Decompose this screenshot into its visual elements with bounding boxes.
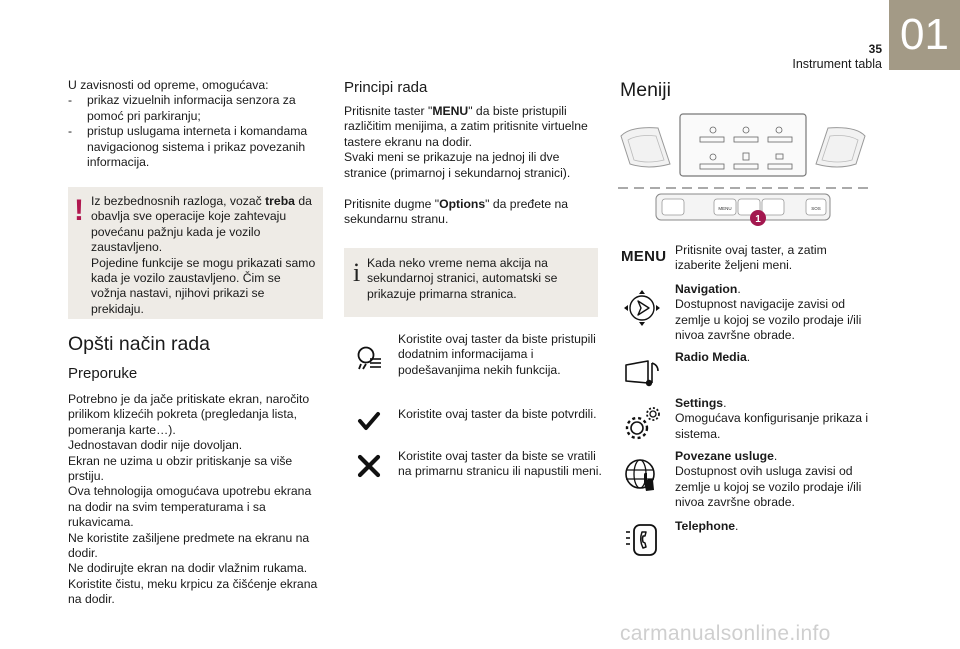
- options-icon: [356, 344, 382, 370]
- menu-button-description: Pritisnite ovaj taster, a zatim izaberite željeni meni.: [675, 243, 827, 273]
- intro-text: U zavisnosti od opreme, omogućava:: [68, 78, 269, 92]
- checkmark-icon: [356, 408, 382, 434]
- connected-services-description: Povezane usluge. Dostupnost ovih usluga zavisi od zemlje u kojoj se vozilo prodaje i/ili nivoa završne obrade.: [675, 449, 862, 510]
- settings-description: Settings. Omogućava konfigurisanje prikaza i sistema.: [675, 396, 869, 441]
- chapter-number: 01: [889, 0, 960, 70]
- cross-icon: [356, 453, 382, 479]
- info-text: Kada neko vreme nema akcija na sekundarnoj stranici, automatski se prikazuje primarna stranica.: [367, 256, 558, 301]
- list-item: - pristup uslugama interneta i komandama navigacionog sistema i prikaz povezanih informacija.: [68, 124, 308, 170]
- recommendations-text: Potrebno je da jače pritiskate ekran, naročito prilikom klizećih pokreta (pregledanja lista, pomeranja karte…). Jednostavan dodir nije dovoljan. Ekran ne uzima u obzir pritiskanje sa više prstiju. Ova tehnologija omogućava upotrebu ekrana na dodir na svim temperaturama i sa rukavicama. Ne koristite zašiljene predmete na ekranu na dodir. Ne dodirujte ekran na dodir vlažnim rukama. Koristite čistu, meku krpicu za čišćenje ekrana na dodir.: [68, 392, 318, 607]
- settings-icon: [620, 404, 664, 444]
- radio-media-description: Radio Media.: [675, 350, 751, 364]
- info-icon: i: [353, 258, 361, 287]
- heading-general: Opšti način rada: [68, 333, 210, 355]
- options-button-description: Koristite ovaj taster da biste pristupili dodatnim informacijama i podešavanjima nekih funkcija.: [398, 332, 596, 377]
- heading-principles: Principi rada: [344, 79, 428, 96]
- warning-text: Iz bezbednosnih razloga, vozač treba da obavlja sve operacije koje zahtevaju povećanu pažnju kada je vozilo zaustavljeno. Pojedine funkcije se mogu prikazati samo kada je vozilo zaustavljeno. Čim se vožnja nastavi, njihovi prikazi se prekidaju.: [91, 194, 316, 316]
- confirm-button-description: Koristite ovaj taster da biste potvrdili.: [398, 407, 597, 421]
- navigation-icon: [620, 288, 664, 328]
- section-title: Instrument tabla: [792, 57, 882, 71]
- back-button-description: Koristite ovaj taster da biste se vratili na primarnu stranicu ili napustili meni.: [398, 449, 602, 479]
- list-item: - prikaz vizuelnih informacija senzora za pomoć pri parkiranju;: [68, 93, 296, 123]
- connected-services-icon: [620, 454, 664, 494]
- intro-block: [68, 78, 330, 170]
- callout-number: 1: [755, 214, 761, 225]
- warning-icon: !: [74, 194, 84, 227]
- heading-menus: Meniji: [620, 79, 671, 101]
- dashboard-panel-illustration: [618, 106, 868, 232]
- navigation-description: Navigation. Dostupnost navigacije zavisi od zemlje u kojoj se vozilo prodaje i/ili nivoa završne obrade.: [675, 282, 862, 343]
- radio-media-icon: [620, 353, 664, 393]
- page-number: 35: [868, 42, 882, 56]
- heading-recommendations: Preporuke: [68, 365, 138, 382]
- panel-sos-label: SOS: [811, 206, 821, 211]
- principles-paragraph: Pritisnite taster "MENU" da biste pristupili različitim menijima, a zatim pritisnite virtuelne tastere ekranu na dodir. Svaki meni se prikazuje na jednoj ili dve stranice (primarnoj i sekundarnoj stranici).: [344, 104, 588, 180]
- panel-menu-label: MENU: [718, 206, 732, 211]
- telephone-icon: [620, 520, 664, 560]
- telephone-description: Telephone.: [675, 519, 739, 533]
- watermark: carmanualsonline.info: [620, 622, 831, 645]
- menu-button-label: MENU: [621, 248, 667, 265]
- options-paragraph: Pritisnite dugme "Options" da pređete na sekundarnu stranu.: [344, 197, 569, 227]
